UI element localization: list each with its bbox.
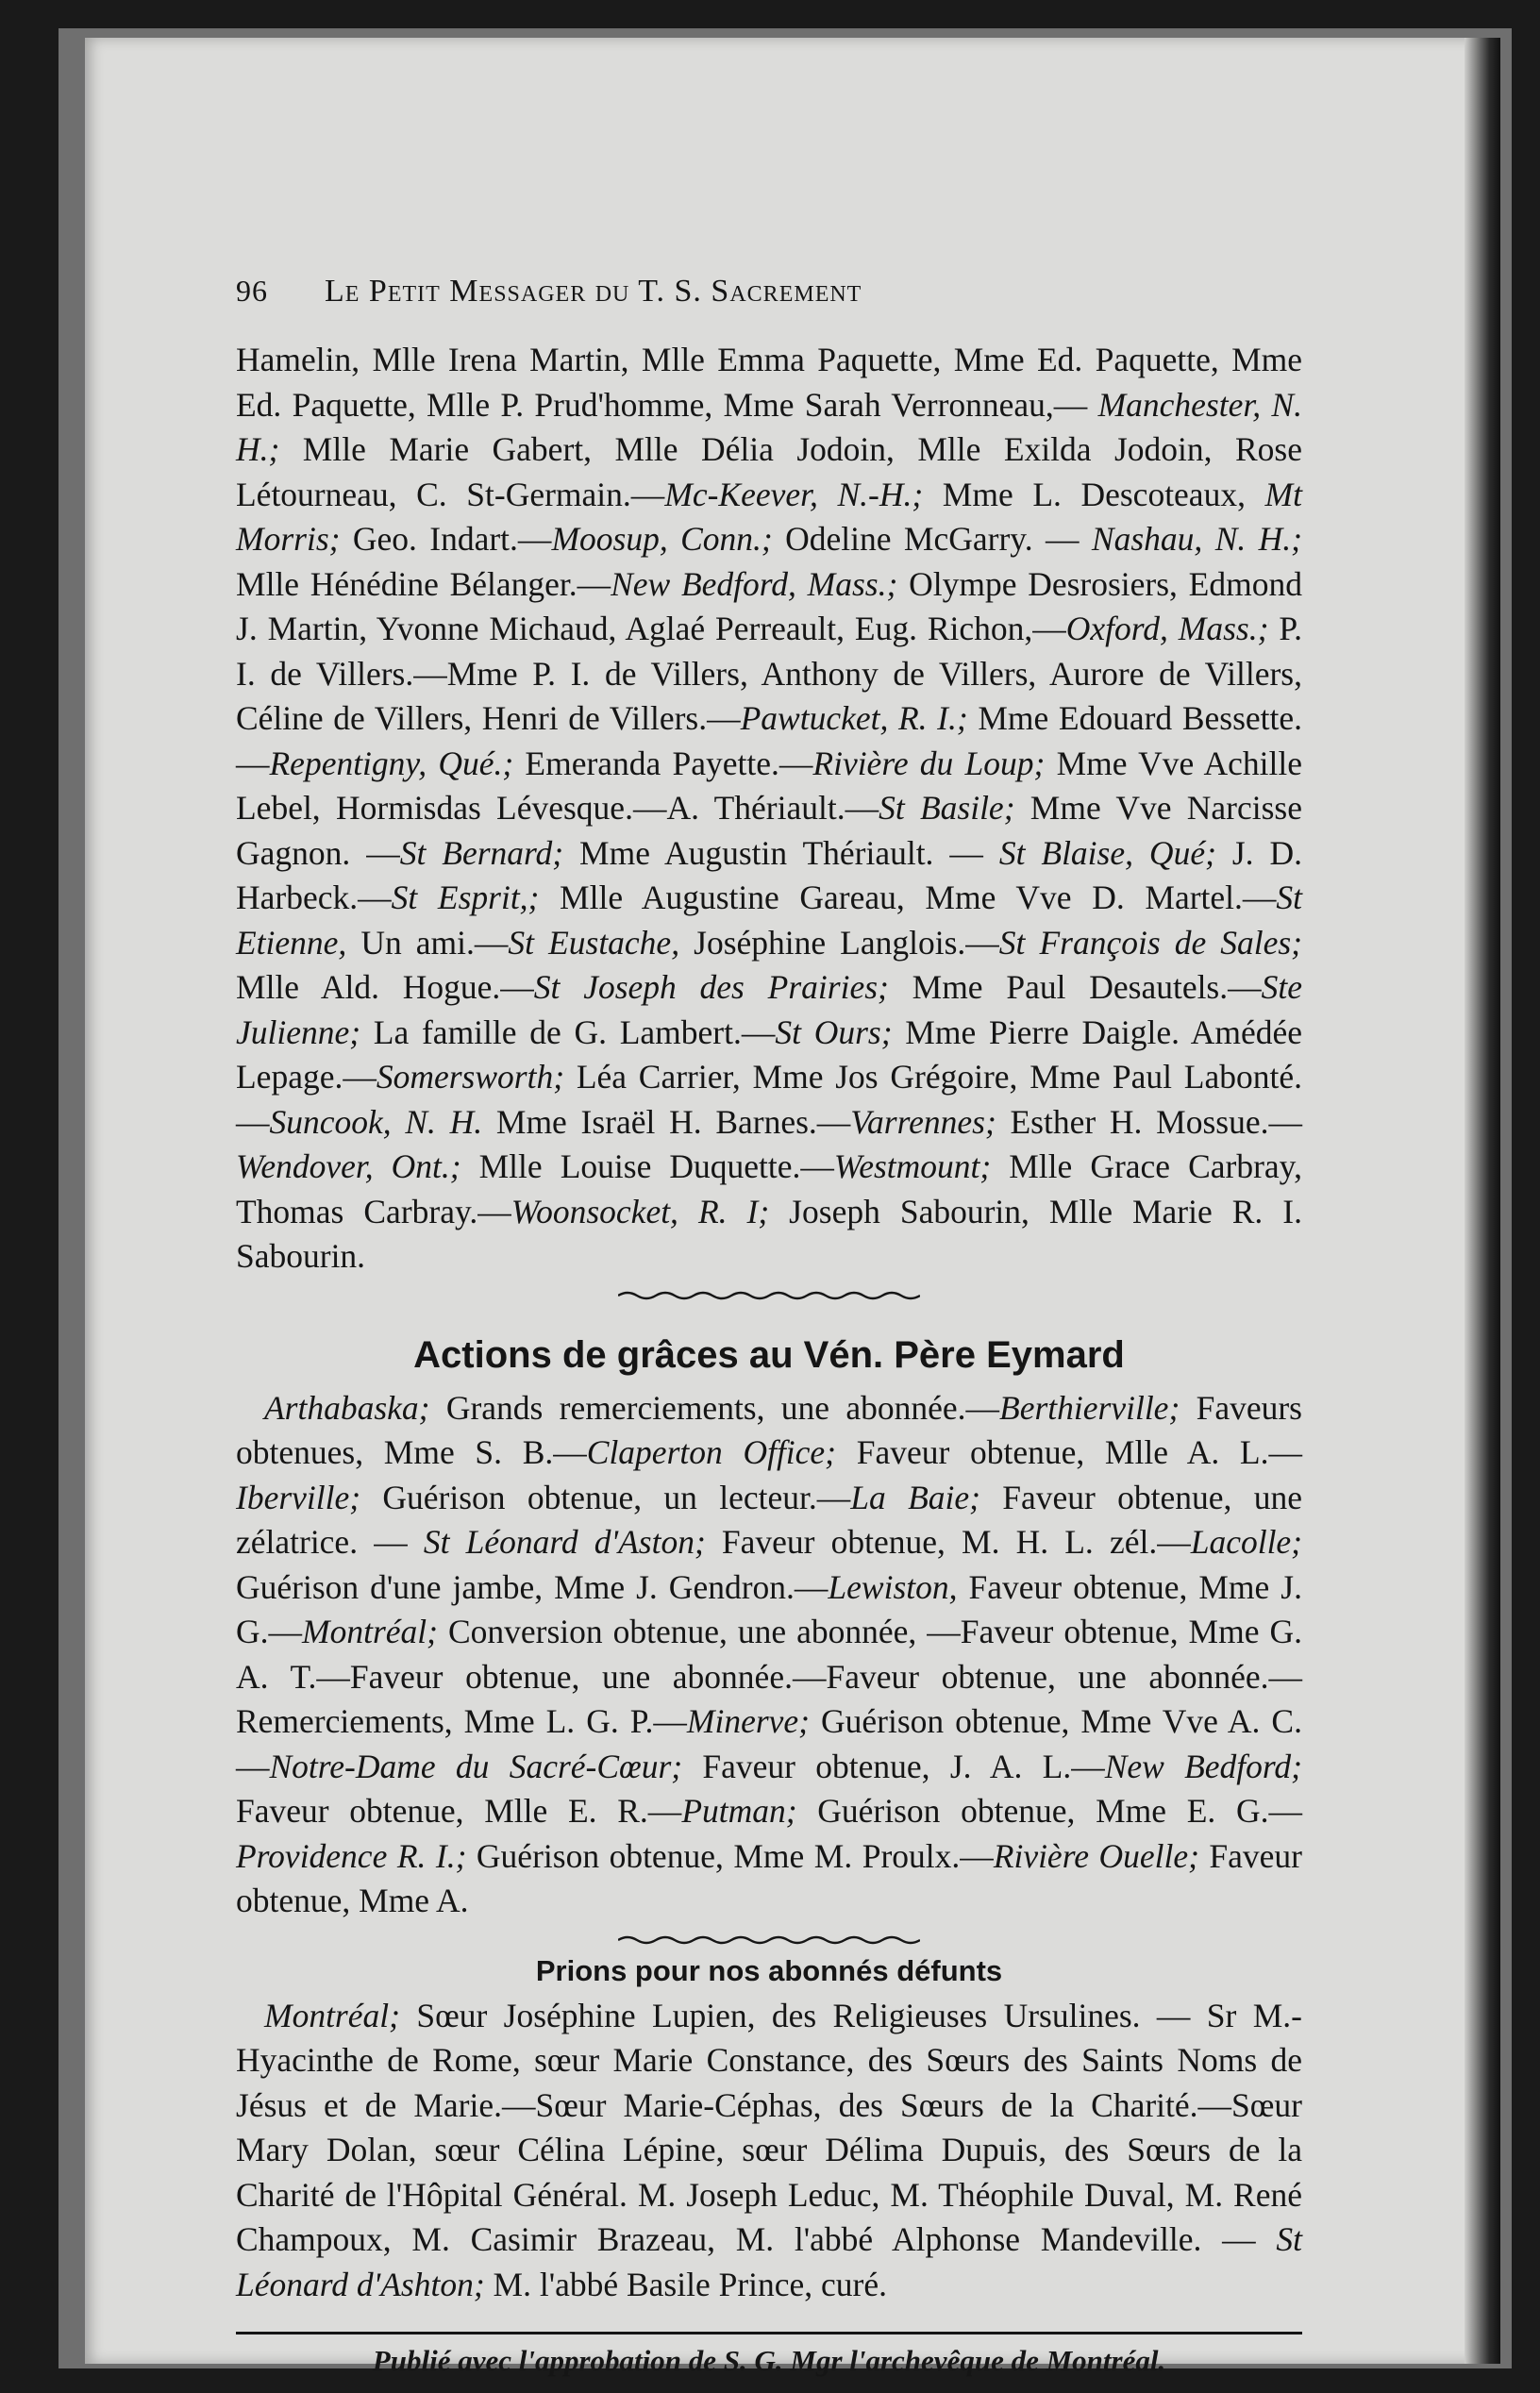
place-name: Suncook, N. H.: [269, 1102, 483, 1141]
text-run: Mme Vve Achille Lebel, Hormisdas Lévesque.—A. Thériault.—: [236, 744, 1302, 827]
text-run: Mme L. Descoteaux,: [923, 475, 1265, 513]
text-run: Faveur obtenue, Mlle E. R.—: [236, 1792, 682, 1830]
place-name: St Léonard d'Ashton;: [236, 2220, 1302, 2303]
place-name: Minerve;: [686, 1702, 810, 1740]
text-run: Joséphine Langlois.—: [679, 923, 999, 962]
text-run: Guérison obtenue, un lecteur.—: [360, 1478, 851, 1516]
text-run: Guérison obtenue, Mme E. G.—: [796, 1792, 1302, 1830]
text-run: Mlle Marie Gabert, Mlle Délia Jodoin, Mlle Exilda Jodoin, Rose Létourneau, C. St-Germain.—: [236, 430, 1302, 513]
place-name: Notre-Dame du Sacré-Cœur;: [269, 1747, 683, 1785]
place-name: St Bernard;: [399, 833, 564, 872]
text-run: Guérison obtenue, Mme M. Proulx.—: [466, 1836, 994, 1875]
place-name: Oxford, Mass.;: [1065, 610, 1269, 647]
place-name: St Eustache,: [508, 923, 680, 962]
place-name: Moosup, Conn.;: [551, 520, 773, 558]
text-run: Conversion obtenue, une abonnée, —Faveur obtenue, Mme G. A. T.—Faveur obtenue, une abonnée.—Faveur obtenue, une abonnée.—Remerciements, Mme L. G. P.—: [236, 1613, 1302, 1740]
place-name: Nashau, N. H.;: [1091, 520, 1302, 558]
text-run: La famille de G. Lambert.—: [360, 1012, 776, 1051]
text-run: Faveur obtenue, Mlle A. L.—: [836, 1433, 1302, 1471]
ornament-divider: [618, 1289, 920, 1302]
place-name: New Bedford;: [1104, 1747, 1302, 1785]
place-name: Pawtucket, R. I.;: [740, 699, 968, 737]
place-name: Claperton Office;: [586, 1433, 836, 1471]
place-name: Somersworth;: [376, 1058, 565, 1096]
page-content: [236, 274, 1302, 2378]
place-name: Providence R. I.;: [236, 1836, 467, 1875]
text-run: Hamelin, Mlle Irena Martin, Mlle Emma Paquette, Mme Ed. Paquette, Mme Ed. Paquette, Mlle P. Prud'homme, Mme Sarah Verronneau,—: [236, 341, 1302, 424]
text-run: Mlle Grace Carbray, Thomas Carbray.—: [236, 1147, 1302, 1230]
paragraph-prions: [236, 1994, 1302, 2308]
place-name: St Blaise, Qué;: [998, 833, 1216, 872]
footer-approval: Publié avec l'approbation de S. G. Mgr l'archevêque de Montréal.: [372, 2344, 1166, 2377]
place-name: St Léonard d'Aston;: [423, 1523, 706, 1561]
place-name: St Esprit,;: [391, 879, 540, 916]
place-name: Arthabaska;: [264, 1388, 430, 1427]
place-name: Berthierville;: [999, 1388, 1180, 1427]
text-run: Sœur Joséphine Lupien, des Religieuses Ursulines. — Sr M.-Hyacinthe de Rome, sœur Marie Constance, des Sœurs des Saints Noms de Jésus et de Marie.—Sœur Marie-Céphas, des Sœurs de la Charité.—Sœur Mary Dolan, sœur Célina Lépine, sœur Délima Dupuis, des Sœurs de la Charité de l'Hôpital Général. M. Joseph Leduc, M. Théophile Duval, M. René Champoux, M. Casimir Brazeau, M. l'abbé Alphonse Mandeville. —: [236, 1996, 1302, 2258]
text-run: M. l'abbé Basile Prince, curé.: [484, 2265, 888, 2303]
place-name: Manchester, N. H.;: [236, 385, 1302, 468]
place-name: St Etienne,: [236, 879, 1303, 962]
text-run: Grands remerciements, une abonnée.—: [429, 1388, 1000, 1427]
text-run: J. D. Harbeck.—: [236, 833, 1302, 916]
place-name: St François de Sales;: [998, 923, 1302, 962]
place-name: New Bedford, Mass.;: [611, 564, 898, 603]
text-run: Mme Paul Desautels.—: [888, 968, 1262, 1006]
place-name: Mt Morris;: [236, 475, 1302, 558]
place-name: Rivière du Loup;: [812, 744, 1046, 782]
book-spine: [1465, 38, 1500, 2364]
text-run: Faveur obtenue, Mme A.: [236, 1836, 1302, 1919]
text-run: Mme Vve Narcisse Gagnon. —: [236, 789, 1303, 872]
running-title: Le Petit Messager du T. S. Sacrement: [325, 274, 862, 309]
text-run: Faveur obtenue, J. A. L.—: [682, 1747, 1105, 1785]
place-name: Montréal;: [264, 1996, 400, 2034]
page-number: 96: [236, 274, 268, 308]
text-run: Mme Augustin Thériault. —: [563, 833, 999, 872]
paragraph-thanks-list: [236, 338, 1302, 1280]
place-name: Repentigny, Qué.;: [269, 744, 514, 782]
ornament-divider: [618, 1933, 920, 1947]
text-run: Olympe Desrosiers, Edmond J. Martin, Yvonne Michaud, Aglaé Perreault, Eug. Richon,—: [236, 564, 1302, 647]
place-name: Rivière Ouelle;: [993, 1836, 1199, 1875]
text-run: Guérison d'une jambe, Mme J. Gendron.—: [236, 1567, 829, 1606]
text-run: Faveur obtenue, une zélatrice. —: [236, 1478, 1303, 1561]
running-head: [236, 274, 1302, 310]
place-name: Wendover, Ont.;: [236, 1147, 461, 1185]
text-run: Emeranda Payette.—: [513, 744, 813, 782]
text-run: Mlle Louise Duquette.—: [460, 1147, 834, 1185]
text-run: Mlle Ald. Hogue.—: [236, 968, 534, 1006]
section-title-actions: Actions de grâces au Vén. Père Eymard: [413, 1333, 1125, 1376]
text-run: P. I. de Villers.—Mme P. I. de Villers, Anthony de Villers, Aurore de Villers, Céline de Villers, Henri de Villers.—: [236, 610, 1303, 737]
place-name: Varrennes;: [850, 1102, 996, 1141]
text-run: Mme Pierre Daigle. Amédée Lepage.—: [236, 1012, 1303, 1096]
text-run: Un ami.—: [346, 923, 509, 962]
text-run: Mlle Augustine Gareau, Mme Vve D. Martel.—: [539, 879, 1277, 916]
text-run: Mme Israël H. Barnes.—: [482, 1102, 851, 1141]
place-name: St Basile;: [879, 789, 1015, 827]
place-name: Lacolle;: [1190, 1523, 1303, 1561]
place-name: Ste Julienne;: [236, 968, 1302, 1051]
place-name: Lewiston,: [828, 1567, 958, 1606]
footer-rule: [236, 2332, 1302, 2334]
text-run: Esther H. Mossue.—: [996, 1102, 1302, 1141]
text-run: Geo. Indart.—: [340, 520, 552, 558]
text-run: Mlle Hénédine Bélanger.—: [236, 564, 611, 603]
section-title-prions: Prions pour nos abonnés défunts: [535, 1953, 1003, 1987]
place-name: Westmount;: [833, 1147, 992, 1185]
place-name: St Joseph des Prairies;: [533, 968, 889, 1006]
place-name: Iberville;: [236, 1478, 361, 1516]
text-run: Odeline McGarry. —: [772, 520, 1092, 558]
place-name: Montréal;: [302, 1613, 438, 1650]
text-run: Joseph Sabourin, Mlle Marie R. I. Sabourin.: [236, 1192, 1303, 1275]
text-run: Faveurs obtenues, Mme S. B.—: [236, 1388, 1302, 1471]
text-run: Mme Edouard Bessette.—: [236, 699, 1302, 782]
place-name: Mc-Keever, N.-H.;: [664, 475, 924, 513]
text-run: Faveur obtenue, Mme J. G.—: [236, 1567, 1302, 1650]
place-name: Woonsocket, R. I;: [511, 1192, 770, 1230]
text-run: Faveur obtenue, M. H. L. zél.—: [705, 1523, 1191, 1561]
place-name: La Baie;: [850, 1478, 980, 1516]
text-run: Guérison obtenue, Mme Vve A. C.—: [236, 1702, 1302, 1785]
place-name: Putman;: [681, 1792, 797, 1830]
paragraph-actions: [236, 1386, 1302, 1924]
place-name: St Ours;: [775, 1012, 893, 1051]
text-run: Léa Carrier, Mme Jos Grégoire, Mme Paul Labonté.—: [236, 1058, 1302, 1141]
